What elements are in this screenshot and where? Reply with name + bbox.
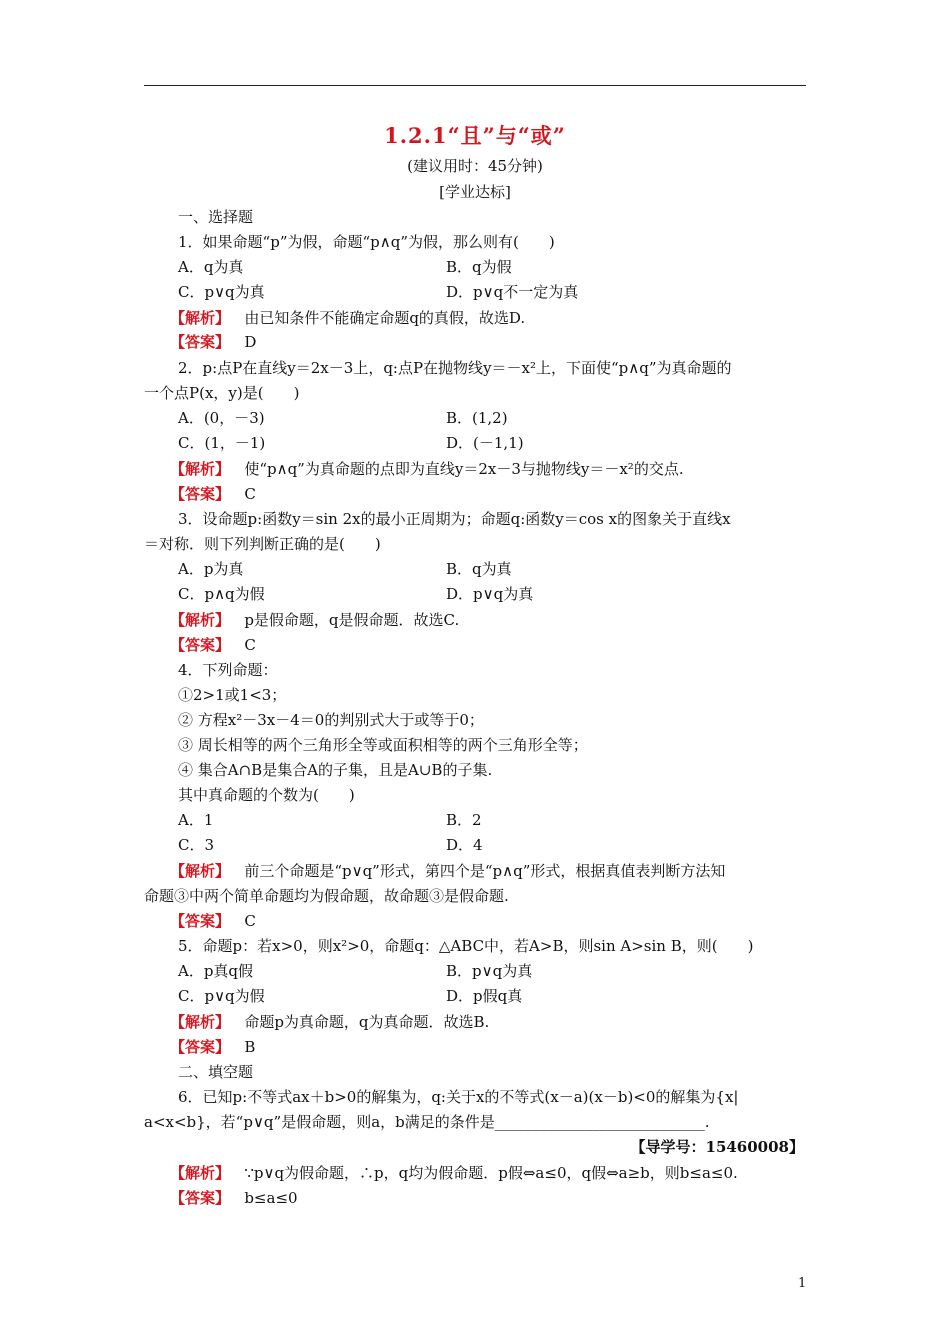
- q5-option-c: C．p∨q为假: [178, 987, 265, 1005]
- q2-answer-text: C: [244, 485, 256, 503]
- answer-tag: 【答案】: [170, 485, 231, 503]
- guide-number: 【导学号：15460008】: [630, 1138, 804, 1156]
- q3-stem-line1: 3．设命题p:函数y＝sin 2x的最小正周期为；命题q:函数y＝cos x的图象关于直线x: [178, 510, 731, 528]
- q3-analysis-text: p是假命题，q是假命题．故选C.: [244, 611, 460, 629]
- q5-stem: 5．命题p：若x>0，则x²>0，命题q：△ABC中，若A>B，则sin A>sin B，则( ): [178, 937, 754, 955]
- answer-tag: 【答案】: [170, 333, 231, 351]
- q5-analysis-text: 命题p为真命题，q为真命题．故选B.: [244, 1013, 490, 1031]
- q3-option-a: A．p为真: [178, 560, 244, 578]
- part2-heading: 二、填空题: [178, 1063, 254, 1081]
- q4-stem: 4．下列命题：: [178, 661, 278, 679]
- q6-stem-line2: a<x<b}，若“p∨q”是假命题，则a，b满足的条件是____________________________.: [144, 1113, 710, 1131]
- answer-tag: 【答案】: [170, 1038, 231, 1056]
- q2-option-d: D．(－1,1): [446, 434, 524, 452]
- q4-item-2: ② 方程x²－3x－4＝0的判别式大于或等于0；: [178, 711, 484, 729]
- answer-tag: 【答案】: [170, 636, 231, 654]
- analysis-tag: 【解析】: [170, 460, 231, 478]
- q4-ask: 其中真命题的个数为( ): [178, 786, 355, 804]
- q2-analysis: [170, 459, 684, 479]
- answer-tag: 【答案】: [170, 1189, 231, 1207]
- analysis-tag: 【解析】: [170, 1013, 231, 1031]
- q5-answer: [170, 1037, 255, 1057]
- q4-item-3: ③ 周长相等的两个三角形全等或面积相等的两个三角形全等；: [178, 736, 588, 754]
- q6-answer-text: b≤a≤0: [244, 1189, 298, 1207]
- q4-analysis-text: 前三个命题是“p∨q”形式，第四个是“p∧q”形式，根据真值表判断方法知: [244, 862, 726, 880]
- q4-item-1: ①2>1或1<3；: [178, 686, 287, 704]
- q3-option-c: C．p∧q为假: [178, 585, 265, 603]
- q5-answer-text: B: [244, 1038, 256, 1056]
- page-number: 1: [798, 1276, 807, 1291]
- q1-analysis-text: 由已知条件不能确定命题q的真假，故选D.: [244, 309, 526, 327]
- section-label: [学业达标]: [439, 183, 511, 201]
- q4-option-c: C．3: [178, 836, 215, 854]
- q2-stem-line1: 2．p:点P在直线y＝2x－3上，q:点P在抛物线y＝－x²上，下面使“p∧q”为真命题的: [178, 359, 732, 377]
- q4-analysis-line2: 命题③中两个简单命题均为假命题，故命题③是假命题.: [144, 887, 509, 905]
- q4-analysis: [170, 861, 725, 881]
- header-rule: [144, 85, 806, 86]
- q2-stem-line2: 一个点P(x，y)是( ): [144, 384, 300, 402]
- q1-option-c: C．p∨q为真: [178, 283, 265, 301]
- q4-item-4: ④ 集合A∩B是集合A的子集，且是A∪B的子集.: [178, 761, 493, 779]
- q5-option-d: D．p假q真: [446, 987, 523, 1005]
- page-title: 1.2.1“且”与“或”: [384, 123, 566, 148]
- q1-option-a: A．q为真: [178, 258, 244, 276]
- analysis-tag: 【解析】: [170, 309, 231, 327]
- q4-option-a: A．1: [178, 811, 214, 829]
- q1-stem: 1．如果命题“p”为假，命题“p∧q”为假，那么则有( ): [178, 233, 555, 251]
- q2-option-b: B．(1,2): [446, 409, 508, 427]
- analysis-tag: 【解析】: [170, 611, 231, 629]
- q4-answer: [170, 911, 256, 931]
- analysis-tag: 【解析】: [170, 862, 231, 880]
- q5-option-a: A．p真q假: [178, 962, 254, 980]
- q2-option-a: A．(0，－3): [178, 409, 265, 427]
- q3-answer: [170, 635, 256, 655]
- q4-option-d: D．4: [446, 836, 483, 854]
- part1-heading: 一、选择题: [178, 208, 254, 226]
- q2-analysis-text: 使“p∧q”为真命题的点即为直线y＝2x－3与抛物线y＝－x²的交点.: [244, 460, 684, 478]
- q3-analysis: [170, 610, 459, 630]
- q1-analysis: [170, 308, 525, 328]
- q6-stem-line1: 6．已知p:不等式ax＋b>0的解集为，q:关于x的不等式(x－a)(x－b)<0的解集为{x|: [178, 1088, 739, 1106]
- q3-option-b: B．q为真: [446, 560, 512, 578]
- q4-option-b: B．2: [446, 811, 482, 829]
- subtitle: (建议用时：45分钟): [407, 157, 543, 175]
- q1-option-d: D．p∨q不一定为真: [446, 283, 579, 301]
- answer-tag: 【答案】: [170, 912, 231, 930]
- q4-answer-text: C: [244, 912, 256, 930]
- q5-option-b: B．p∨q为真: [446, 962, 533, 980]
- q2-answer: [170, 484, 256, 504]
- q3-stem-line2: ＝对称．则下列判断正确的是( ): [144, 535, 381, 553]
- analysis-tag: 【解析】: [170, 1164, 231, 1182]
- q5-analysis: [170, 1012, 489, 1032]
- q1-option-b: B．q为假: [446, 258, 512, 276]
- q6-analysis: [170, 1163, 738, 1183]
- q1-answer-text: D: [244, 333, 257, 351]
- q6-analysis-text: ∵p∨q为假命题，∴p，q均为假命题．p假⇔a≤0，q假⇔a≥b，则b≤a≤0.: [244, 1164, 738, 1182]
- q6-answer: [170, 1188, 298, 1208]
- q3-answer-text: C: [244, 636, 256, 654]
- q2-option-c: C．(1，－1): [178, 434, 266, 452]
- q1-answer: [170, 332, 256, 352]
- q3-option-d: D．p∨q为真: [446, 585, 534, 603]
